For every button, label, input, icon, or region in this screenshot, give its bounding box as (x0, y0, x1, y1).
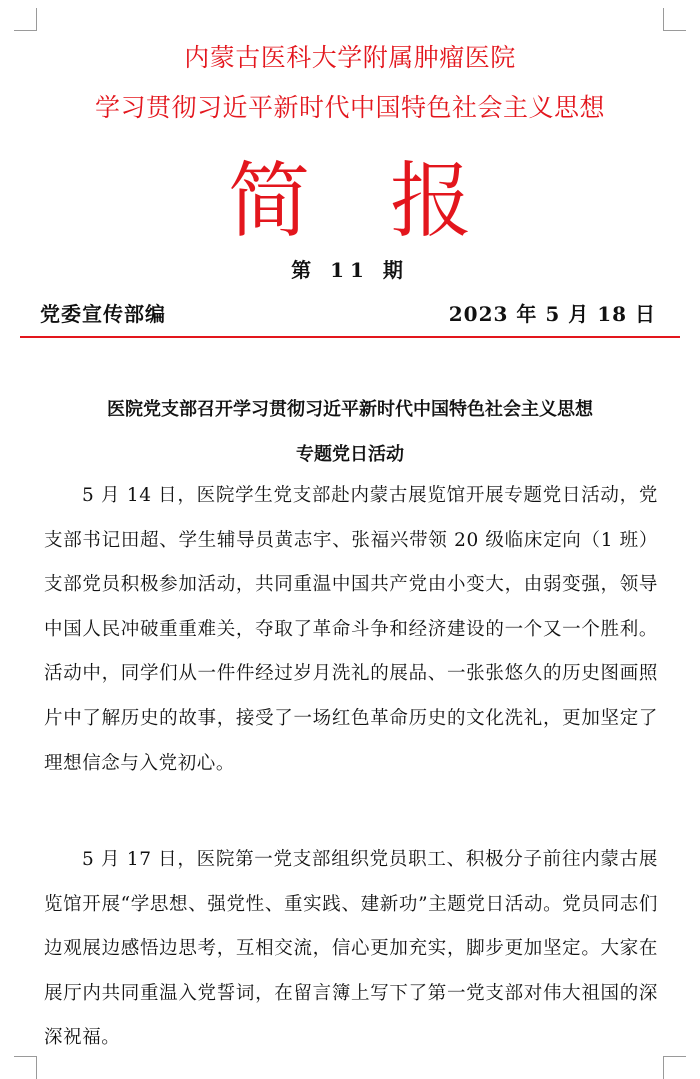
issue-number: 第 11 期 (291, 258, 409, 282)
article-title-line2: 专题党日活动 (296, 444, 404, 465)
crop-mark-top-left (14, 8, 37, 31)
publish-date: 2023 年 5 月 18 日 (448, 302, 656, 326)
editor-department: 党委宣传部编 (40, 302, 166, 326)
bulletin-title: 简报 (227, 154, 552, 249)
article-paragraph-2: 5 月 17 日，医院第一党支部组织党员职工、积极分子前往内蒙古展览馆开展“学思想、强党性、重实践、建新功”主题党日活动。党员同志们边观展边感悟边思考，互相交流，信心更加充实，脚步更加坚定。大家在展厅内共同重温入党誓词，在留言簿上写下了第一党支部对伟大祖国的深深祝福。 (44, 849, 658, 1049)
article-title-line1: 医院党支部召开学习贯彻习近平新时代中国特色社会主义思想 (107, 399, 593, 420)
theme-heading: 学习贯彻习近平新时代中国特色社会主义思想 (94, 93, 605, 122)
crop-mark-bottom-left (14, 1056, 37, 1079)
crop-mark-bottom-right (663, 1056, 686, 1079)
crop-mark-top-right (663, 8, 686, 31)
institution-name: 内蒙古医科大学附属肿瘤医院 (184, 43, 516, 72)
article-paragraph-1: 5 月 14 日，医院学生党支部赴内蒙古展览馆开展专题党日活动，党支部书记田超、学生辅导员黄志宇、张福兴带领 20 级临床定向（1 班）支部党员积极参加活动，共同重温中国共产党由小变大，由弱变强，领导中国人民冲破重重难关，夺取了革命斗争和经济建设的一个又一个胜利。活动中，同学们从一件件经过岁月洗礼的展品、一张张悠久的历史图画照片中了解历史的故事，接受了一场红色革命历史的文化洗礼，更加坚定了理想信念与入党初心。 (44, 485, 658, 774)
header-divider (20, 336, 680, 338)
